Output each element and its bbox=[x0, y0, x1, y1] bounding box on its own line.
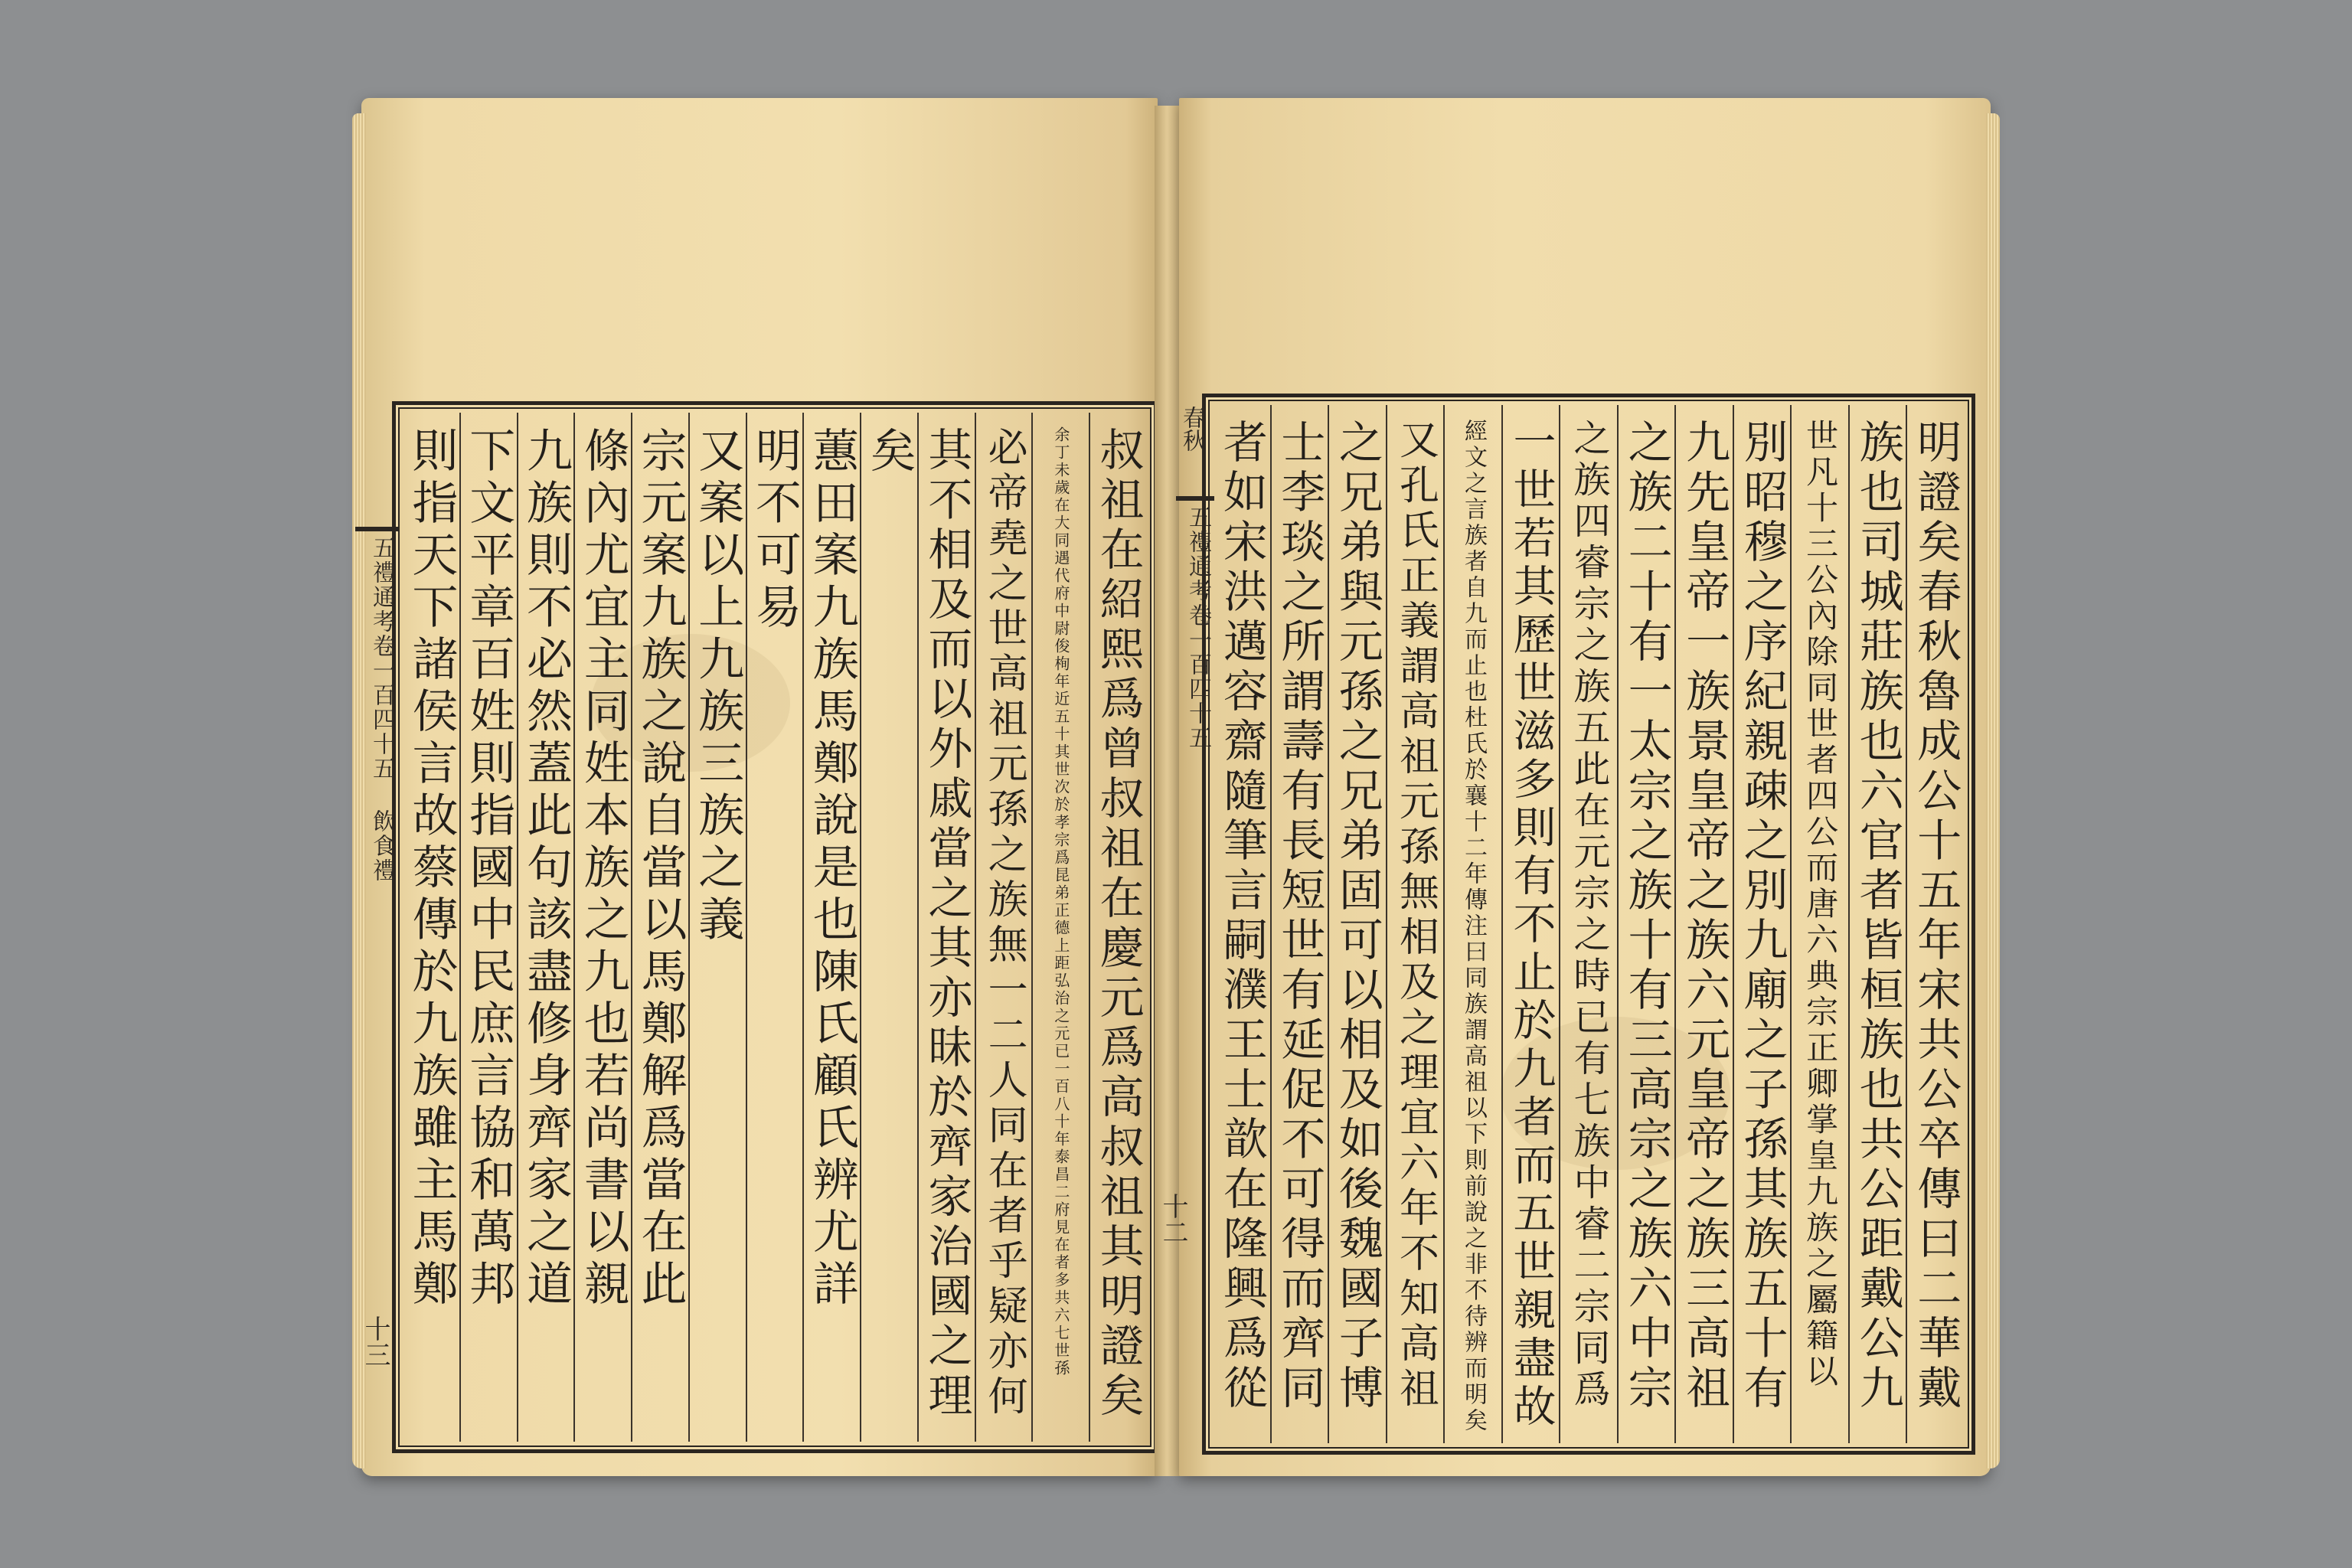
left-text-column bbox=[975, 413, 1032, 1442]
open-book bbox=[361, 98, 1991, 1476]
left-column-text: 余丁未歲在大同遇代府中尉俊栒年近五十其世次於孝宗爲昆弟正德上距弘治之元已一百八十年泰昌二府見在者多共六七世孫 bbox=[1051, 426, 1070, 1377]
right-columns bbox=[1214, 405, 1964, 1443]
right-column-text: 之族二十有一太宗之族十有三高宗之族六中宗 bbox=[1620, 419, 1673, 1414]
left-column-text: 下文平章百姓則指國中民庶言協和萬邦 bbox=[462, 426, 516, 1312]
left-text-column bbox=[688, 413, 746, 1442]
right-column-text: 經文之言族者自九而止也杜氏於襄十二年傳注曰同族謂高祖以下則前說之非不待辨而明矣 bbox=[1459, 419, 1487, 1434]
right-column-text: 一世若其歷世滋多則有不止於九者而五世親盡故 bbox=[1506, 419, 1557, 1432]
left-column-text: 矣 bbox=[862, 426, 916, 479]
left-text-column bbox=[459, 413, 517, 1442]
right-text-column bbox=[1674, 405, 1733, 1443]
right-text-column bbox=[1386, 405, 1444, 1443]
left-column-text: 則指天下諸侯言故蔡傳於九族雖主馬鄭 bbox=[404, 426, 459, 1312]
right-fish-tail-label: 五禮通考卷一百四十五 bbox=[1176, 496, 1214, 750]
right-page bbox=[1179, 98, 1991, 1476]
right-text-column bbox=[1790, 405, 1848, 1443]
right-page-edge bbox=[1986, 113, 2000, 1468]
right-text-column bbox=[1848, 405, 1906, 1443]
right-header-mark: 春秋 bbox=[1178, 406, 1205, 452]
left-column-text: 蕙田案九族馬鄭說是也陳氏顧氏辨尤詳 bbox=[805, 426, 859, 1312]
right-text-column bbox=[1559, 405, 1617, 1443]
book-spine bbox=[1155, 106, 1182, 1476]
left-text-column bbox=[746, 413, 803, 1442]
right-column-text: 九先皇帝一族景皇帝之族六元皇帝之族三高祖 bbox=[1678, 419, 1731, 1414]
left-text-column bbox=[1031, 413, 1089, 1442]
left-columns bbox=[403, 413, 1146, 1442]
left-text-column bbox=[860, 413, 917, 1442]
right-text-column bbox=[1270, 405, 1328, 1443]
right-column-text: 明證矣春秋魯成公十五年宋共公卒傳曰二華戴 bbox=[1909, 419, 1962, 1414]
right-column-text: 別昭穆之序紀親疎之別九廟之子孫其族五十有 bbox=[1736, 419, 1788, 1414]
left-column-text: 又案以上九族三族之義 bbox=[691, 426, 745, 947]
left-text-column bbox=[631, 413, 688, 1442]
left-column-text: 叔祖在紹熙爲曾叔祖在慶元爲高叔祖其明證矣 bbox=[1092, 426, 1145, 1422]
right-column-text: 之兄弟與元孫之兄弟固可以相及如後魏國子博 bbox=[1331, 419, 1383, 1414]
left-text-column bbox=[573, 413, 631, 1442]
right-text-column bbox=[1501, 405, 1560, 1443]
left-column-text: 必帝堯之世高祖元孫之族無一二人同在者乎疑亦何 bbox=[981, 426, 1027, 1420]
right-column-text: 世凡十三公內除同世者四公而唐六典宗正卿掌皇九族之屬籍以 bbox=[1802, 419, 1840, 1390]
left-column-text: 條內尤宜主同姓本族之九也若尚書以親 bbox=[576, 426, 630, 1312]
right-page-number: 十二 bbox=[1158, 1193, 1188, 1245]
left-page-number: 十三 bbox=[360, 1315, 390, 1367]
right-text-column bbox=[1617, 405, 1675, 1443]
left-text-column bbox=[802, 413, 860, 1442]
left-column-text: 明不可易 bbox=[748, 426, 802, 635]
right-column-text: 者如宋洪邁容齋隨筆言嗣濮王士歆在隆興爲從 bbox=[1215, 419, 1268, 1414]
right-text-column bbox=[1733, 405, 1791, 1443]
left-text-column bbox=[917, 413, 975, 1442]
right-text-column bbox=[1328, 405, 1386, 1443]
left-column-text: 九族則不必然蓋此句該盡修身齊家之道 bbox=[518, 426, 573, 1312]
right-column-text: 族也司城莊族也六官者皆桓族也共公距戴公九 bbox=[1851, 419, 1904, 1414]
right-text-frame bbox=[1202, 394, 1975, 1455]
left-column-text: 宗元案九族之說自當以馬鄭解爲當在此 bbox=[633, 426, 688, 1312]
left-text-column bbox=[517, 413, 574, 1442]
right-text-column bbox=[1214, 405, 1270, 1443]
left-text-column bbox=[403, 413, 459, 1442]
left-text-frame bbox=[392, 401, 1158, 1453]
right-text-column bbox=[1443, 405, 1501, 1443]
right-column-text: 之族四睿宗之族五此在元宗之時已有七族中睿二宗同爲 bbox=[1567, 419, 1611, 1411]
left-fish-tail-label: 五禮通考卷一百四十五 飲食禮 bbox=[355, 527, 398, 883]
left-column-text: 其不相及而以外戚當之其亦昧於齊家治國之理 bbox=[920, 426, 973, 1422]
right-column-text: 士李琰之所謂壽有長短世有延促不可得而齊同 bbox=[1273, 419, 1326, 1414]
left-text-column bbox=[1089, 413, 1146, 1442]
right-column-text: 又孔氏正義謂高祖元孫無相及之理宜六年不知高祖 bbox=[1392, 419, 1439, 1413]
right-text-column bbox=[1906, 405, 1964, 1443]
left-page bbox=[361, 98, 1158, 1476]
